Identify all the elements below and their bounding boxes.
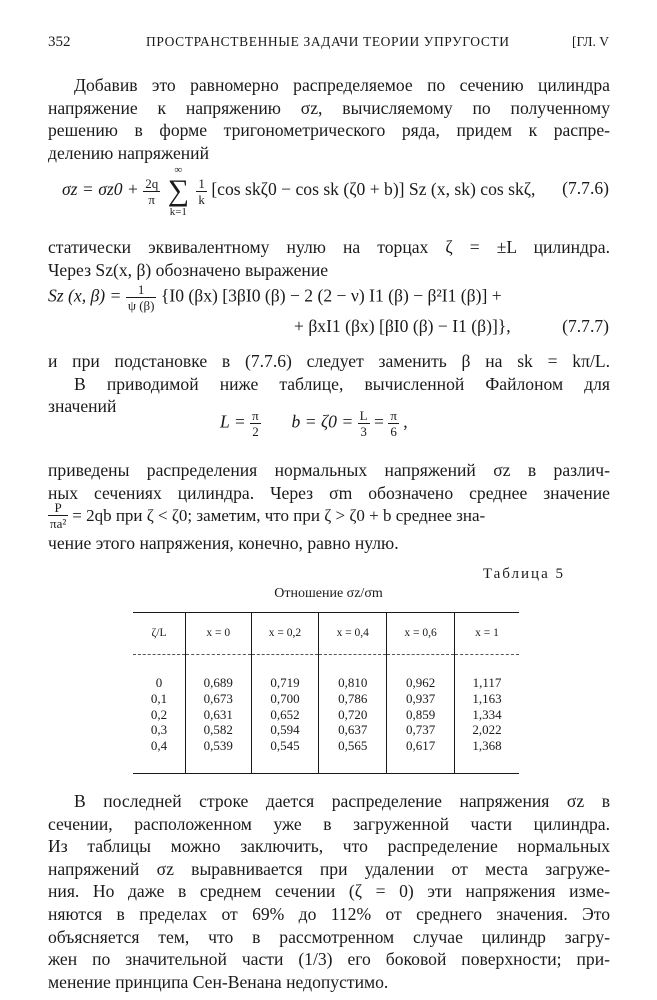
- text-line: напряжений σz выравнивается при удалении от места загруже-: [48, 858, 610, 879]
- table-header-row: [133, 612, 519, 655]
- frac-denominator: k: [198, 191, 205, 207]
- table-cell: 0,3: [150, 722, 168, 738]
- table-cell: 0: [155, 675, 163, 690]
- header-cell: x = 1: [454, 612, 519, 655]
- header-cell: x = 0,4: [319, 612, 387, 655]
- table-label: Таблица 5: [482, 566, 565, 582]
- eq-lhs: Sz (x, β) =: [48, 285, 122, 306]
- text-line: жен по значительной части (1/3) его боковой поверхности; при-: [48, 949, 610, 970]
- frac-numerator: 1: [126, 282, 157, 298]
- table-cell: 0,545: [270, 738, 300, 754]
- table-cell: 0,631: [203, 706, 233, 722]
- text-line: напряжение к напряжению σz, вычисляемому по полученному: [48, 97, 610, 118]
- text-line: чение этого напряжения, конечно, равно нулю.: [48, 533, 399, 553]
- table-cell: 0,1: [150, 690, 168, 706]
- eq-lhs: σz = σz0 +: [62, 179, 139, 200]
- table-caption: Отношение σz/σm: [274, 586, 383, 601]
- mean-line-text: = 2qb при ζ < ζ0; заметим, что при ζ > ζ0 + b среднее зна-: [72, 505, 486, 525]
- table-cell: 0,962: [405, 675, 436, 690]
- text-line: Из таблицы можно заключить, что распределение нормальных: [48, 836, 610, 857]
- table-cell: 0,594: [270, 722, 300, 738]
- text-line: решению в форме тригонометрического ряда, придем к распре-: [48, 120, 610, 141]
- text-line: делению напряжений: [48, 142, 209, 163]
- frac-denominator: 3: [360, 424, 367, 439]
- mean-line: [48, 500, 610, 531]
- column-x1: [454, 655, 519, 775]
- eq-fraction: [143, 176, 160, 207]
- frac-denominator: ψ (β): [127, 298, 155, 313]
- eq-body: [cos skζ0 − cos sk (ζ0 + b)] Sz (x, sk) cos skζ,: [211, 179, 536, 200]
- eq-line-2: + βxI1 (βx) [βI0 (β) − I1 (β)]},: [294, 316, 511, 336]
- eq-fraction: [388, 408, 399, 439]
- table-cell: 1,163: [472, 690, 502, 706]
- equation-number: (7.7.7): [562, 316, 609, 336]
- distribution-paragraph: [48, 459, 610, 504]
- text-line: сечении, расположенном уже в загруженной части цилиндра.: [48, 813, 610, 834]
- eq-tail: ,: [403, 411, 408, 432]
- table-cell: 0,719: [270, 675, 300, 690]
- text-line: Добавив это равномерно распределяемое по сечению цилиндра: [74, 75, 610, 95]
- text-line: В последней строке дается распределение напряжения σz в: [74, 791, 610, 811]
- sum-upper: ∞: [174, 164, 183, 176]
- frac-denominator: 6: [390, 424, 397, 439]
- table-cell: 0,810: [338, 675, 368, 690]
- column-x06: [387, 655, 455, 775]
- text-line: ных сечениях цилиндра. Через σm обозначено среднее значение: [48, 482, 610, 503]
- column-x0: [186, 655, 252, 775]
- text-line: няются в пределах от 69% до 112% от среднего значения. Это: [48, 903, 610, 924]
- table-cell: 2,022: [472, 722, 502, 738]
- final-paragraph: [48, 790, 610, 993]
- summation-sign: ∞ ∑ k=1: [167, 164, 189, 218]
- intro-paragraph: [48, 74, 610, 164]
- text-line: приведены распределения нормальных напряжений σz в различ-: [48, 460, 610, 480]
- table-cell: 1,368: [472, 738, 502, 754]
- table-cell: 0,859: [405, 706, 436, 722]
- table-cell: 0,786: [338, 690, 368, 706]
- table-cell: 1,334: [472, 706, 502, 722]
- eq-fraction: [250, 408, 261, 439]
- eq-fraction: [126, 282, 157, 313]
- page-number: 352: [48, 34, 71, 50]
- eq-sign: =: [373, 411, 384, 432]
- table-cell: 0,700: [270, 690, 300, 706]
- eq-fraction-1k: [196, 176, 207, 207]
- header-cell: x = 0,2: [251, 612, 319, 655]
- text-line: значений: [48, 396, 117, 417]
- frac-denominator: 2: [252, 424, 259, 439]
- table-cell: 0,539: [203, 738, 233, 754]
- text-line: В приводимой ниже таблице, вычисленной Файлоном для: [74, 373, 610, 394]
- header-cell: x = 0,6: [387, 612, 455, 655]
- frac-numerator: L: [359, 408, 368, 423]
- eq-fraction: [48, 500, 68, 531]
- table-cell: 0,582: [203, 722, 233, 738]
- column-zeta: [133, 655, 186, 775]
- equation-777: [48, 282, 502, 313]
- column-x02: [251, 655, 319, 775]
- zero-paragraph: [48, 532, 610, 555]
- eq-fraction: [358, 408, 370, 439]
- chapter-marker: [ГЛ. V: [572, 34, 609, 49]
- stress-ratio-table: [133, 612, 519, 774]
- table-cell: 0,673: [203, 690, 233, 706]
- table-cell: 0,737: [405, 722, 436, 738]
- frac-numerator: 1: [198, 175, 205, 191]
- table-cell: 0,652: [270, 706, 300, 722]
- values-equation: [220, 408, 408, 439]
- table-body-row: [133, 655, 519, 775]
- frac-denominator: π: [148, 191, 155, 207]
- eq-line-1: {I0 (βx) [3βI0 (β) − 2 (2 − ν) I1 (β) − β²I1 (β)] +: [160, 285, 502, 306]
- frac-numerator: π: [390, 408, 397, 423]
- text-line: и при подстановке в (7.7.6) следует заменить β на sk = kπ/L.: [48, 351, 610, 371]
- equation-number: (7.7.6): [562, 178, 609, 198]
- equation-776: [62, 164, 535, 218]
- eq-L: L =: [220, 411, 246, 432]
- eq-b: b = ζ0 =: [291, 411, 354, 432]
- frac-numerator: P: [48, 500, 68, 516]
- running-head: [48, 34, 609, 56]
- table-cell: 1,117: [472, 675, 502, 690]
- text-line: ния. Но даже в среднем сечении (ζ = 0) эти напряжения изме-: [48, 881, 610, 902]
- running-title: ПРОСТРАНСТВЕННЫЕ ЗАДАЧИ ТЕОРИИ УПРУГОСТИ: [146, 34, 510, 49]
- column-x04: [319, 655, 387, 775]
- table-cell: 0,565: [338, 738, 368, 754]
- table-cell: 0,4: [150, 738, 168, 754]
- equation-777-line2: [294, 316, 511, 337]
- text-line: статически эквивалентному нулю на торцах ζ = ±L цилиндра.: [48, 237, 610, 257]
- table-cell: 0,937: [405, 690, 436, 706]
- table-cell: 0,689: [203, 675, 233, 690]
- table-cell: 0,2: [150, 706, 168, 722]
- table-cell: 0,617: [405, 738, 436, 754]
- header-cell: x = 0: [186, 612, 252, 655]
- mid-paragraph: [48, 236, 610, 281]
- header-cell: ζ/L: [133, 612, 186, 655]
- table-cell: 0,720: [338, 706, 368, 722]
- text-line: объясняется тем, что в рассмотренном случае цилиндр загру-: [48, 926, 610, 947]
- sum-lower: k=1: [169, 206, 187, 218]
- text-line: Через Sz(x, β) обозначено выражение: [48, 259, 329, 280]
- text-line: менение принципа Сен-Венана недопустимо.: [48, 971, 389, 992]
- frac-numerator: 2q: [145, 175, 159, 191]
- frac-numerator: π: [252, 408, 259, 423]
- frac-denominator: πa²: [50, 516, 67, 531]
- table-cell: 0,637: [338, 722, 368, 738]
